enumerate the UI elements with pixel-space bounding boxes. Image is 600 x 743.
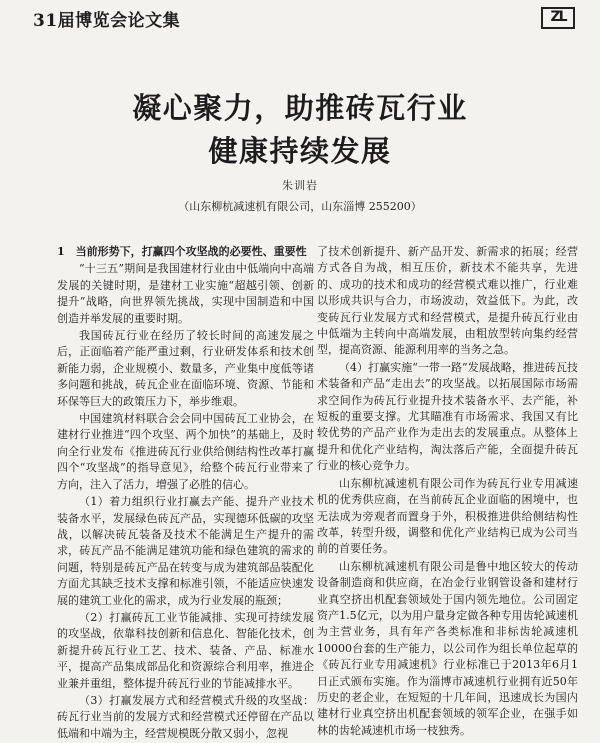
author-affiliation: （山东柳杭减速机有限公司，山东淄博 255200） — [178, 200, 422, 213]
paragraph: （4）打赢实施“一带一路”发展战略，推进砖瓦技术装备和产品“走出去”的攻坚战。以拓展国际市场需求空间作为砖瓦行业提升技术装备水平、去产能，补短板的重要支撑。尤其瞄准有市场需求、我国又有比较优势的产品产业作为走出去的发展重点。从整体上提升和优化产业结构，淘汰落后产能，全面提升砖瓦行业的核心竞争力。 — [317, 360, 578, 473]
paragraph: 了技术创新提升、新产品开发、新需求的拓展；经营方式各自为战，相互压价，新技术不能共享，先进的、成功的技术和成功的经营模式难以推广，行业难以形成共识与合力，市场波动，效益低下。为此，改变砖瓦行业发展方式和经营模式，是提升砖瓦行业由中低端为主转向中高端发展，由粗放型转向集约经营型，提高资源、能源利用率的当务之急。 — [317, 245, 578, 357]
section-heading: 1 当前形势下，打赢四个攻坚战的必要性、重要性 — [57, 245, 307, 258]
collection-title: 31届博览会论文集 — [33, 11, 181, 31]
right-column — [317, 244, 578, 740]
paragraph: （3）打赢发展方式和经营模式升级的攻坚战：砖瓦行业当前的发展方式和经营模式还停留在产品以低端和中端为主，经营规模既分散又弱小，忽视 — [57, 693, 314, 740]
paragraph: “十三五”期间是我国建材行业由中低端向中高端发展的关键时期，是建材工业实施“超越引领、创新提升”战略，向世界领先挑战，实现中国制造和中国创造并举发展的重要时期。 — [57, 262, 314, 325]
author-name: 朱训岩 — [282, 179, 318, 192]
paragraph: （2）打赢砖瓦工业节能减排、实现可持续发展的攻坚战，依靠科技创新和信息化、智能化技术，创新提升砖瓦行业工艺、技术、装备、产品、标准水平，提高产品集成部品化和资源综合利用率，推进企业兼并重组，整体提升砖瓦行业的节能减排水平。 — [57, 610, 314, 690]
paragraph: 山东柳杭减速机有限公司作为砖瓦行业专用减速机的优秀供应商，在当前砖瓦企业面临的困境中，也无法成为旁观者而置身于外，积极推进供给侧结构性改革，转型升级，调整和优化产业结构已成为公司当前的首要任务。 — [317, 476, 578, 556]
page-header — [0, 0, 600, 31]
left-column — [57, 244, 314, 743]
paragraph: 我国砖瓦行业在经历了较长时间的高速发展之后，正面临着产能严重过剩，行业研发体系和技术创新能力弱，企业规模小、数量多，产业集中度低等诸多问题和挑战，砖瓦企业在面临环境、资源、节能和环保等巨大的政策压力下，举步维艰。 — [57, 329, 314, 408]
paragraph: 山东柳杭减速机有限公司是鲁中地区较大的传动设备制造商和供应商，在冶金行业钢管设备和建材行业真空挤出机配套领域处于国内领先地位。公司固定资产1.5亿元，以为用户量身定做各种专用齿轮减速机为主营业务，具有年产各类标准和非标齿轮减速机10000台套的生产能力，以公司作为组长单位起草的《砖瓦行业专用减速机》行业标准已于2013年6月1日正式颁布实施。作为淄博市减速机行业拥有近50年历史的老企业，在短短的十几年间，迅速成长为国内建材行业真空挤出机配套领域的领军企业，在强手如林的齿轮减速机市场一枝独秀。 — [317, 559, 578, 737]
journal-emblem: ZL — [541, 7, 575, 29]
paragraph: 中国建筑材料联合会会同中国砖瓦工业协会，在建材行业推进“四个攻坚、两个加快”的基础上，及时向全行业发布《推进砖瓦行业供给侧结构性改革打赢四个“攻坚战”的指导意见》，给整个砖瓦行业带来了方向，注入了活力，增强了必胜的信心。 — [57, 412, 314, 491]
article-title-line2: 健康持续发展 — [208, 134, 392, 168]
paragraph: （1）着力组织行业打赢去产能、提升产业技术装备水平，发展绿色砖瓦产品，实现德环低碳的攻坚战，以解决砖瓦装备及技术不能满足生产提升的需求，砖瓦产品不能满足建筑功能和绿色建筑的需求的问题，特别是砖瓦产品在转变与成为建筑部品装配化方面尤其缺乏技术支撑和标准引领，不能适应快速发展的建筑工业化的需求，成为行业发展的瓶颈； — [57, 495, 314, 607]
article-title-line1: 凝心聚力，助推砖瓦行业 — [132, 91, 468, 125]
